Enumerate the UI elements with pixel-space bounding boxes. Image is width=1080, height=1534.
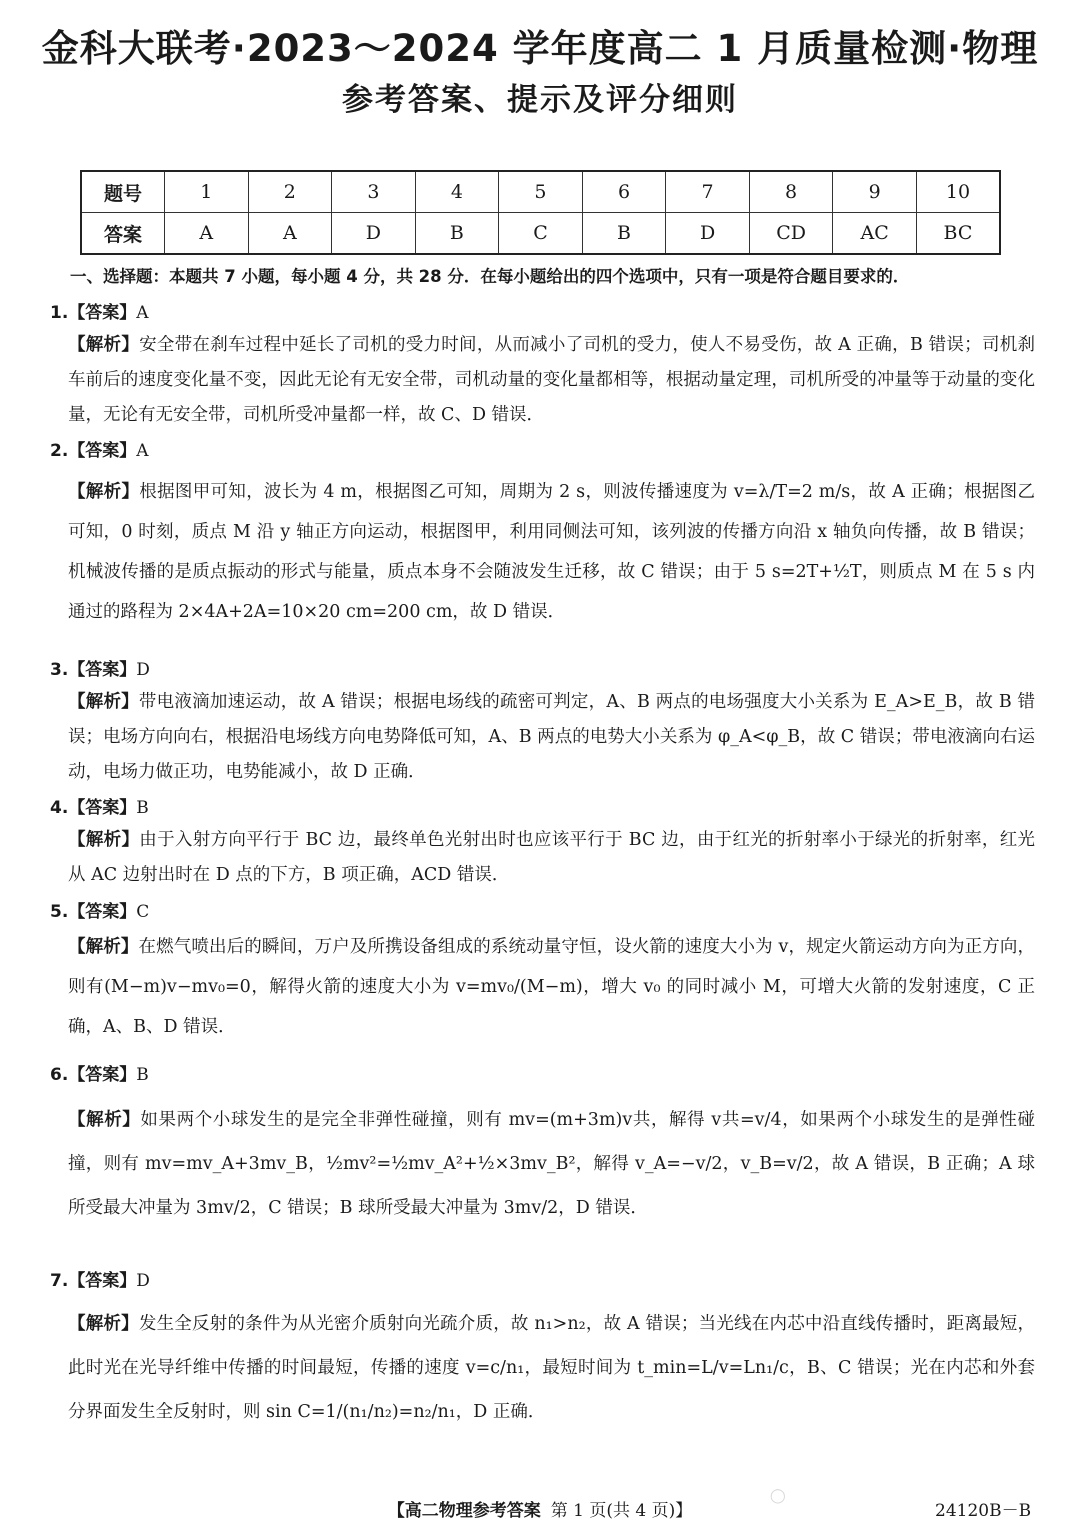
explanation-text: 如果两个小球发生的是完全非弹性碰撞，则有 mv=(m+3m)v共，解得 v共=v/4，如果两个小球发生的是弹性碰撞，则有 mv=mv_A+3mv_B，½mv²=½mv_A²+½×3mv_B²，解得 v_A=−v/2，v_B=v/2，故 A 错误，B 正确；A 球所受最大冲量为 3mv/2，C 错误；B 球所受最大冲量为 3mv/2，D 错误．: [68, 1110, 1035, 1218]
answer-cell: D: [332, 213, 416, 255]
answer-value: B: [136, 798, 149, 818]
explanation-text: 在燃气喷出后的瞬间，万户及所携设备组成的系统动量守恒，设火箭的速度大小为 v，规定火箭运动方向为正方向，则有(M−m)v−mv₀=0，解得火箭的速度大小为 v=mv₀/(M−m)，增大 v₀ 的同时减小 M，可增大火箭的发射速度，C 正确，A、B、D 错误．: [68, 937, 1036, 1037]
footer-label: 【高二物理参考答案: [387, 1501, 541, 1521]
question-block: [50, 655, 1035, 790]
answer-value: A: [136, 303, 149, 323]
explanation-text: 发生全反射的条件为从光密介质射向光疏介质，故 n₁>n₂，故 A 错误；当光线在内芯中沿直线传播时，距离最短，此时光在光导纤维中传播的时间最短，传播的速度 v=c/n₁，最短时间为 t_min=L/v=Ln₁/c，B、C 错误；光在内芯和外套分界面发生全反射时，则 sin C=1/(n₁/n₂)=n₂/n₁，D 正确．: [68, 1314, 1036, 1422]
page-subtitle: 参考答案、提示及评分细则: [342, 82, 738, 118]
explanation: [68, 685, 1035, 790]
question-block: [50, 793, 1035, 893]
question-number: 4: [415, 171, 499, 213]
number-row-label: 题号: [81, 171, 165, 213]
answer-cell: AC: [833, 213, 917, 255]
question-num: 2.: [50, 441, 69, 461]
answer-line: [50, 655, 1035, 685]
answer-cell: B: [582, 213, 666, 255]
answer-label: 【答案】: [68, 441, 137, 461]
question-block: [50, 436, 1035, 632]
explanation-text: 带电液滴加速运动，故 A 错误；根据电场线的疏密可判定，A、B 两点的电场强度大小关系为 E_A>E_B，故 B 错误；电场方向向右，根据沿电场线方向电势降低可知，A、B 两点的电势大小关系为 φ_A<φ_B，故 C 错误；带电液滴向右运动，电场力做正功，电势能减小，故 D 正确．: [68, 692, 1035, 782]
answer-line: [50, 298, 1035, 328]
question-num: 5.: [50, 902, 69, 922]
question-number: 7: [666, 171, 750, 213]
explanation: [68, 472, 1035, 632]
question-number: 10: [916, 171, 1000, 213]
explanation-text: 由于入射方向平行于 BC 边，最终单色光射出时也应该平行于 BC 边，由于红光的折射率小于绿光的折射率，红光从 AC 边射出时在 D 点的下方，B 项正确，ACD 错误．: [68, 830, 1036, 885]
answer-cell: A: [248, 213, 332, 255]
answer-value: D: [136, 1271, 150, 1291]
answer-line: [50, 1266, 1035, 1296]
explanation-text: 安全带在刹车过程中延长了司机的受力时间，从而减小了司机的受力，使人不易受伤，故 A 正确，B 错误；司机刹车前后的速度变化量不变，因此无论有无安全带，司机动量的变化量都相等，根据动量定理，司机所受的冲量等于动量的变化量，无论有无安全带，司机所受冲量都一样，故 C、D 错误．: [68, 335, 1036, 425]
answer-cell: BC: [916, 213, 1000, 255]
question-num: 1.: [50, 303, 69, 323]
question-number: 8: [749, 171, 833, 213]
answer-label: 【答案】: [68, 798, 137, 818]
answer-value: A: [136, 441, 149, 461]
answer-value: D: [136, 660, 150, 680]
explanation: [68, 328, 1035, 433]
answer-cell: D: [666, 213, 750, 255]
answer-table-answer-row: [81, 213, 1000, 255]
explanation-label: 【解析】: [68, 335, 140, 355]
question-block: [50, 897, 1035, 1047]
question-number: 1: [165, 171, 249, 213]
answer-cell: B: [415, 213, 499, 255]
explanation-label: 【解析】: [68, 937, 139, 957]
question-number: 3: [332, 171, 416, 213]
explanation: [68, 1302, 1035, 1434]
section-heading: 一、选择题：本题共 7 小题，每小题 4 分，共 28 分．在每小题给出的四个选项中，只有一项是符合题目要求的．: [70, 267, 910, 286]
explanation-text: 根据图甲可知，波长为 4 m，根据图乙可知，周期为 2 s，则波传播速度为 v=λ/T=2 m/s，故 A 正确；根据图乙可知，0 时刻，质点 M 沿 y 轴正方向运动，根据图甲，利用同侧法可知，该列波的传播方向沿 x 轴负向传播，故 B 错误；机械波传播的是质点振动的形式与能量，质点本身不会随波发生迁移，故 C 错误；由于 5 s=2T+½T，则质点 M 在 5 s 内通过的路程为 2×4A+2A=10×20 cm=200 cm，故 D 错误．: [68, 482, 1035, 622]
answer-cell: A: [165, 213, 249, 255]
explanation: [68, 823, 1035, 893]
explanation-label: 【解析】: [68, 1110, 141, 1130]
question-num: 3.: [50, 660, 69, 680]
answer-value: C: [136, 902, 150, 922]
answer-label: 【答案】: [68, 902, 137, 922]
answer-table: [80, 170, 1001, 255]
question-number: 5: [499, 171, 583, 213]
watermark-logo: ◯: [770, 1488, 786, 1504]
explanation-label: 【解析】: [68, 692, 139, 712]
question-num: 7.: [50, 1271, 69, 1291]
explanation: [68, 1098, 1035, 1230]
answer-row-label: 答案: [81, 213, 165, 255]
question-block: [50, 298, 1035, 433]
question-number: 9: [833, 171, 917, 213]
answer-line: [50, 436, 1035, 466]
question-num: 4.: [50, 798, 69, 818]
answer-label: 【答案】: [68, 303, 137, 323]
question-num: 6.: [50, 1065, 69, 1085]
paper-code: 24120B－B: [935, 1501, 1032, 1521]
answer-label: 【答案】: [68, 1271, 137, 1291]
answer-label: 【答案】: [68, 1065, 137, 1085]
answer-table-number-row: [81, 171, 1000, 213]
page-title: 金科大联考·2023～2024 学年度高二 1 月质量检测·物理: [41, 27, 1039, 70]
explanation-label: 【解析】: [68, 830, 140, 850]
question-block: [50, 1266, 1035, 1434]
answer-line: [50, 1060, 1035, 1090]
footer-page-number: 第 1 页(共 4 页)】: [550, 1501, 693, 1521]
question-number: 6: [582, 171, 666, 213]
answer-cell: C: [499, 213, 583, 255]
answer-value: B: [136, 1065, 149, 1085]
answer-cell: CD: [749, 213, 833, 255]
answer-line: [50, 793, 1035, 823]
question-block: [50, 1060, 1035, 1230]
explanation-label: 【解析】: [68, 1314, 139, 1334]
question-number: 2: [248, 171, 332, 213]
explanation: [68, 927, 1035, 1047]
answer-label: 【答案】: [68, 660, 137, 680]
page-footer: [0, 1496, 1080, 1521]
explanation-label: 【解析】: [68, 482, 140, 502]
answer-line: [50, 897, 1035, 927]
